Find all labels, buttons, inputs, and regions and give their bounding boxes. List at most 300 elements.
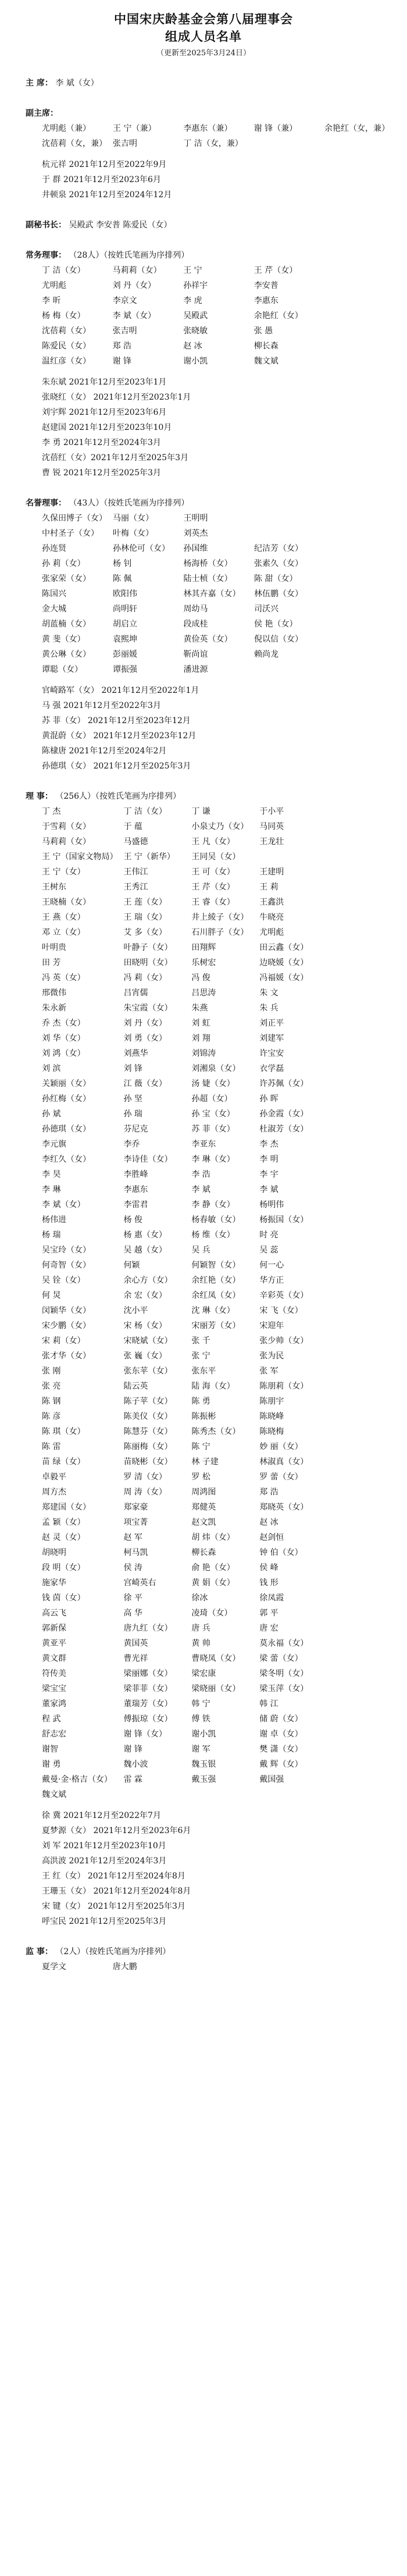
member-name: 宋 杨（女） xyxy=(123,1321,167,1330)
member-name xyxy=(327,1106,390,1122)
member-name: 李 斌 xyxy=(259,1185,279,1194)
member-name: 李 明 xyxy=(259,1155,279,1164)
member-name: 李 斌 xyxy=(191,1185,210,1194)
member-name xyxy=(259,849,322,864)
member-name xyxy=(325,632,390,647)
member-name: 牛晓亮 xyxy=(259,913,284,922)
member-name: 张少帅（女） xyxy=(259,1336,309,1346)
member-name: 谢智 xyxy=(42,1745,58,1754)
member-name xyxy=(327,1485,390,1500)
tenure-line: 井顿泉 2021年12月至2024年12月 xyxy=(42,190,172,200)
member-name: 樊 潇（女） xyxy=(259,1745,303,1754)
member-name: 郑家豪 xyxy=(123,1503,148,1512)
honorary-section xyxy=(26,496,390,774)
member-name: 赵 灵（女） xyxy=(42,1533,85,1542)
member-name xyxy=(327,1470,390,1485)
member-name xyxy=(327,1379,390,1394)
member-name xyxy=(327,1757,390,1772)
member-name: 朱 文 xyxy=(259,988,279,998)
member-name: 邢微伟 xyxy=(42,988,66,998)
member-name: 陆云英 xyxy=(123,1382,148,1391)
member-name: 陆士桢（女） xyxy=(183,574,233,583)
member-name: 宋晓斌（女） xyxy=(123,1336,173,1346)
member-name: 朱宝霞（女） xyxy=(123,1004,173,1013)
member-name: 唐九红（女） xyxy=(123,1624,173,1633)
member-name: 杨 钊 xyxy=(113,559,132,568)
deputy-secretaries-names: 吴殿武 李安普 陈爱民（女） xyxy=(69,220,172,230)
member-name: 刘 翔 xyxy=(191,1034,210,1043)
member-name: 李乔 xyxy=(123,1140,140,1149)
member-name: 戴曼·金·格吉（女） xyxy=(42,1775,112,1784)
member-name: 孙连贤 xyxy=(42,544,66,553)
member-name xyxy=(324,339,390,354)
member-name: 马莉莉（女） xyxy=(112,266,162,275)
member-name: 黄文群 xyxy=(42,1654,66,1663)
member-name: 周鸿图 xyxy=(191,1488,216,1497)
member-name: 王 芹（女） xyxy=(254,266,298,275)
member-name xyxy=(327,1016,390,1031)
member-name: 谢 卓（女） xyxy=(259,1730,303,1739)
honorary-names xyxy=(42,511,390,677)
member-name: 符传美 xyxy=(42,1669,66,1678)
tenure-line: 徐 冀 2021年12月至2022年7月 xyxy=(42,1811,161,1820)
member-name: 李惠东 xyxy=(123,1185,148,1194)
member-name: 华方正 xyxy=(259,1276,284,1285)
member-name: 余红凤（女） xyxy=(191,1291,241,1300)
member-name: 程 武 xyxy=(42,1714,61,1724)
member-name xyxy=(327,1439,390,1454)
deputy-secretaries-section xyxy=(26,218,390,233)
member-name: 孙 瑞 xyxy=(123,1109,142,1119)
member-name: 李安普 xyxy=(254,281,279,290)
member-name xyxy=(327,955,390,970)
member-name: 张为民 xyxy=(259,1351,284,1361)
member-name: 刘 丹（女） xyxy=(112,281,156,290)
member-name: 李惠东（兼） xyxy=(183,124,233,133)
member-name: 刘正平 xyxy=(259,1019,284,1028)
member-name: 侯 峰 xyxy=(259,1563,279,1572)
member-name: 余艳红（女） xyxy=(254,311,303,321)
member-name: 张吉明 xyxy=(113,139,137,148)
member-name: 王 睿（女） xyxy=(191,898,235,907)
member-name: 董瑞芳（女） xyxy=(123,1699,173,1709)
standing-tenures xyxy=(42,375,390,481)
member-name: 储 蔚（女） xyxy=(259,1714,303,1724)
member-name: 尚明轩 xyxy=(113,604,137,614)
member-name: 余红艳（女） xyxy=(191,1276,241,1285)
tenure-line: 曹 锐 2021年12月至2025年3月 xyxy=(42,468,161,478)
member-name: 张 亮 xyxy=(42,1382,61,1391)
member-name: 何 炅 xyxy=(42,1291,61,1300)
member-name xyxy=(327,1318,390,1333)
directors-names xyxy=(42,804,390,1802)
member-name: 林 子建 xyxy=(191,1457,219,1467)
member-name: 宋 莉（女） xyxy=(42,1336,85,1346)
member-name: 陈 勇 xyxy=(191,1397,210,1406)
member-name: 赵文凯 xyxy=(191,1518,216,1527)
member-name: 陈 甜（女） xyxy=(254,574,298,583)
member-name xyxy=(327,804,390,819)
member-name: 谢 锋 xyxy=(112,357,132,366)
member-name xyxy=(327,1333,390,1349)
member-name: 王 宁（兼） xyxy=(113,124,156,133)
member-name: 邓 立（女） xyxy=(42,928,85,937)
tenure-line: 刘 军 2021年12月至2023年10月 xyxy=(42,1841,166,1851)
member-name: 李 静（女） xyxy=(191,1200,235,1209)
member-name: 赵 军 xyxy=(123,1533,142,1542)
member-name: 王秀江 xyxy=(123,883,148,892)
member-name: 陈晓峰 xyxy=(259,1412,284,1421)
member-name: 罗 蕾（女） xyxy=(259,1472,303,1482)
member-name: 吕宵儒 xyxy=(123,988,148,998)
tenure-line: 于 群 2021年12月至2023年6月 xyxy=(42,175,161,184)
member-name: 黄国英 xyxy=(123,1639,148,1648)
member-name xyxy=(325,511,390,526)
member-name xyxy=(327,1091,390,1106)
update-note: （更新至2025年3月24日） xyxy=(156,49,251,58)
member-name xyxy=(324,308,390,323)
member-name: 胡晓明 xyxy=(42,1548,66,1557)
member-name xyxy=(327,834,390,849)
member-name: 杨春敏（女） xyxy=(191,1215,241,1225)
member-name xyxy=(327,1288,390,1303)
member-name: 戴国强 xyxy=(259,1775,284,1784)
tenure-line: 宋 键（女） 2021年12月至2025年3月 xyxy=(42,1902,185,1911)
member-name: 曹晓凤（女） xyxy=(191,1654,241,1663)
supervisors-section xyxy=(26,1944,390,1974)
member-name: 王同吴（女） xyxy=(191,852,241,862)
member-name: 李 宇 xyxy=(259,1170,279,1179)
member-name: 王明明 xyxy=(183,514,208,523)
member-name: 王 凡（女） xyxy=(191,837,235,846)
member-name: 徐冰 xyxy=(191,1593,208,1603)
vice-chairs-section xyxy=(26,106,390,202)
member-name xyxy=(327,895,390,910)
vice-chairs-tenures xyxy=(42,157,390,202)
directors-section xyxy=(26,789,390,1929)
member-name: 胡蓝楠（女） xyxy=(42,620,91,629)
member-name: 柯马凯 xyxy=(123,1548,148,1557)
member-name: 王 可（女） xyxy=(191,867,235,877)
member-name xyxy=(327,910,390,925)
member-name: 马盛德 xyxy=(123,837,148,846)
member-name: 宋丽芳（女） xyxy=(191,1321,241,1330)
member-name xyxy=(327,1303,390,1318)
member-name: 杨 惠（女） xyxy=(123,1230,167,1240)
member-name xyxy=(327,1167,390,1182)
member-name: 王伟江 xyxy=(123,867,148,877)
member-name: 苏 菲（女） xyxy=(191,1125,235,1134)
member-name: 时 亮 xyxy=(259,1230,279,1240)
member-name: 吴宝玲（女） xyxy=(42,1246,91,1255)
member-name: 张晓敏 xyxy=(183,326,208,336)
member-name: 杨 俊 xyxy=(123,1215,142,1225)
member-name: 孙林伦可（女） xyxy=(113,544,170,553)
honorary-note: （43人）（按姓氏笔画为序排列） xyxy=(69,499,190,508)
member-name: 郑晓英（女） xyxy=(259,1503,309,1512)
member-name: 张吉明 xyxy=(112,326,137,336)
member-name: 徐凤霞 xyxy=(259,1593,284,1603)
member-name xyxy=(327,1696,390,1712)
member-name: 李 浩 xyxy=(191,1170,210,1179)
member-name: 刘 滨 xyxy=(42,1064,61,1073)
member-name: 欧阳伟 xyxy=(113,589,137,599)
member-name: 陈子苹（女） xyxy=(123,1397,173,1406)
member-name: 唐 兵 xyxy=(191,1624,210,1633)
member-name: 黄亚平 xyxy=(42,1639,66,1648)
member-name: 曹光祥 xyxy=(123,1654,148,1663)
member-name: 马同英 xyxy=(259,822,284,831)
member-name: 梁丽娜（女） xyxy=(123,1669,173,1678)
member-name xyxy=(327,1621,390,1636)
member-name xyxy=(324,323,390,339)
chair-label: 主 席： xyxy=(26,79,53,88)
member-name: 妙 丽（女） xyxy=(259,1442,303,1451)
member-name: 黄 帅 xyxy=(191,1639,210,1648)
member-name: 潘进源 xyxy=(183,665,208,674)
member-name: 陈秀杰（女） xyxy=(191,1427,241,1436)
member-name: 马莉莉（女） xyxy=(42,837,91,846)
member-name: 刘 锋 xyxy=(123,1064,142,1073)
member-name: 刘 虹 xyxy=(191,1019,210,1028)
member-name xyxy=(327,1712,390,1727)
member-name: 张家荣（女） xyxy=(42,574,91,583)
member-name: 陈国兴 xyxy=(42,589,66,599)
member-name: 谢小凯 xyxy=(183,357,208,366)
member-name: 魏小波 xyxy=(123,1760,148,1769)
standing-note: （28人）（按姓氏笔画为序排列） xyxy=(69,251,190,260)
member-name xyxy=(327,1182,390,1197)
member-name xyxy=(325,602,390,617)
member-name: 俞 艳（女） xyxy=(191,1563,235,1572)
member-name: 纪洁芳（女） xyxy=(254,544,303,553)
member-name: 余心方（女） xyxy=(123,1276,173,1285)
member-name: 谢 勇 xyxy=(42,1760,61,1769)
member-name: 张 刚 xyxy=(42,1367,61,1376)
member-name: 张东苹（女） xyxy=(123,1367,173,1376)
member-name xyxy=(327,1212,390,1227)
member-name: 钱 形 xyxy=(259,1578,279,1588)
member-name: 沈蓓莉（女，兼） xyxy=(42,139,107,148)
member-name: 张 千 xyxy=(191,1336,210,1346)
supervisors-label: 监 事： xyxy=(26,1947,53,1956)
member-name xyxy=(254,662,319,677)
member-name xyxy=(327,1636,390,1651)
member-name: 孟 颖（女） xyxy=(42,1518,85,1527)
member-name: 周 涛（女） xyxy=(123,1488,167,1497)
member-name: 吴 铨（女） xyxy=(42,1276,85,1285)
member-name: 徐 平 xyxy=(123,1593,142,1603)
standing-names xyxy=(42,263,390,369)
member-name xyxy=(327,864,390,880)
member-name: 吴 兵 xyxy=(191,1246,210,1255)
member-name xyxy=(327,1575,390,1591)
member-name xyxy=(123,1787,185,1802)
member-name: 中村圣子（女） xyxy=(42,529,99,538)
member-name xyxy=(254,526,319,541)
member-name: 刘燕华 xyxy=(123,1049,148,1058)
tenure-line: 黄混蔚（女） 2021年12月至2023年12月 xyxy=(42,731,197,741)
member-name: 梁宝宝 xyxy=(42,1684,66,1693)
member-name: 王 宁 xyxy=(183,266,202,275)
member-name: 艾 多（女） xyxy=(123,928,167,937)
member-name: 叶明贵 xyxy=(42,943,66,952)
member-name: 王 宁（新华） xyxy=(123,852,175,862)
roster-content xyxy=(0,76,407,1974)
member-name xyxy=(327,1258,390,1273)
tenure-line: 官崎路军（女） 2021年12月至2022年1月 xyxy=(42,686,199,695)
member-name: 张素久（女） xyxy=(254,559,303,568)
member-name: 衣学磊 xyxy=(259,1064,284,1073)
member-name: 黄 斐（女） xyxy=(42,635,85,644)
member-name xyxy=(327,925,390,940)
member-name: 温红彦（女） xyxy=(42,357,91,366)
tenure-line: 朱东斌 2021年12月至2023年1月 xyxy=(42,378,167,387)
member-name: 梁晓丽（女） xyxy=(191,1684,241,1693)
standing-label: 常务理事： xyxy=(26,251,66,260)
member-name: 孙超（女） xyxy=(191,1094,233,1104)
member-name: 李诗佳（女） xyxy=(123,1155,173,1164)
member-name xyxy=(327,880,390,895)
vice-chairs-label: 副主席： xyxy=(26,109,58,118)
member-name xyxy=(327,1349,390,1364)
member-name: 陈爱民（女） xyxy=(42,341,91,351)
member-name: 赵 冰 xyxy=(259,1518,279,1527)
member-name: 李红久（女） xyxy=(42,1155,91,1164)
member-name: 韩 江 xyxy=(259,1699,279,1709)
member-name: 梁冬明（女） xyxy=(259,1669,309,1678)
member-name xyxy=(327,1787,390,1802)
member-name: 孙德琪（女） xyxy=(42,1125,91,1134)
member-name: 刘 华（女） xyxy=(42,1034,85,1043)
member-name: 何颖智（女） xyxy=(191,1261,241,1270)
member-name: 许宝安 xyxy=(259,1049,284,1058)
member-name: 谭振强 xyxy=(113,665,137,674)
member-name: 朱 兵 xyxy=(259,1004,279,1013)
member-name: 尤明彪 xyxy=(259,928,284,937)
member-name: 马丽（女） xyxy=(113,514,153,523)
member-name: 陈 琪（女） xyxy=(42,1427,85,1436)
member-name xyxy=(327,1243,390,1258)
member-name: 何一心 xyxy=(259,1261,284,1270)
member-name: 芬尼克 xyxy=(123,1125,148,1134)
member-name: 刘湘泉（女） xyxy=(191,1064,241,1073)
member-name: 于小平 xyxy=(259,807,284,816)
member-name: 陈朋莉（女） xyxy=(259,1382,309,1391)
member-name xyxy=(327,1031,390,1046)
supervisors-names xyxy=(42,1959,390,1974)
member-name: 黄俭英（女） xyxy=(183,635,233,644)
chair-section xyxy=(26,76,390,91)
member-name: 陈 宁 xyxy=(191,1442,210,1451)
document-header xyxy=(0,0,407,61)
member-name xyxy=(327,1046,390,1061)
member-name: 汤 婕（女） xyxy=(191,1079,235,1088)
tenure-line: 呼宝民 2021年12月至2025年3月 xyxy=(42,1917,167,1926)
member-name: 李京文 xyxy=(112,296,137,305)
member-name: 谢 锋 xyxy=(123,1745,142,1754)
tenure-line: 苏 菲（女） 2021年12月至2023年12月 xyxy=(42,716,191,725)
page-subtitle: 组成人员名单 xyxy=(165,29,242,44)
member-name: 梁宏康 xyxy=(191,1669,216,1678)
member-name: 魏文斌 xyxy=(42,1790,66,1799)
member-name: 王 宁（国家文物局） xyxy=(42,852,118,862)
member-name: 袁熙坤 xyxy=(113,635,137,644)
member-name: 魏玉银 xyxy=(191,1760,216,1769)
member-name: 李惠东 xyxy=(254,296,279,305)
member-name: 冯 俊 xyxy=(191,973,210,983)
member-name xyxy=(327,1394,390,1409)
member-name: 王 燕（女） xyxy=(42,913,85,922)
member-name: 舒志宏 xyxy=(42,1730,66,1739)
member-name: 魏文斌 xyxy=(254,357,279,366)
member-name: 刘 丹（女） xyxy=(123,1019,167,1028)
member-name: 梁 蕾（女） xyxy=(259,1654,303,1663)
member-name: 张东平 xyxy=(191,1367,216,1376)
member-name xyxy=(254,511,319,526)
member-name: 于 蕴 xyxy=(123,822,142,831)
member-name: 陈 佩 xyxy=(113,574,132,583)
tenure-line: 张晓红（女） 2021年12月至2023年1月 xyxy=(42,393,191,402)
member-name: 杨伟进 xyxy=(42,1215,66,1225)
member-name xyxy=(327,940,390,955)
member-name: 夏学文 xyxy=(42,1962,66,1972)
member-name: 于雪莉（女） xyxy=(42,822,91,831)
member-name: 李 琳 xyxy=(42,1185,61,1194)
member-name: 孙 斌 xyxy=(42,1109,61,1119)
member-name: 杨振国（女） xyxy=(259,1215,309,1225)
member-name: 吴 越（女） xyxy=(123,1246,167,1255)
member-name: 江 薇（女） xyxy=(123,1079,167,1088)
member-name: 杨海桥（女） xyxy=(183,559,233,568)
member-name xyxy=(325,556,390,571)
member-name: 金大城 xyxy=(42,604,66,614)
member-name: 辛彩英（女） xyxy=(259,1291,309,1300)
member-name: 苗晓彬（女） xyxy=(123,1457,173,1467)
member-name: 田云鑫（女） xyxy=(259,943,309,952)
member-name: 冯 莉（女） xyxy=(123,973,167,983)
member-name: 谢 锋（女） xyxy=(123,1730,167,1739)
member-name: 侯 涛 xyxy=(123,1563,142,1572)
member-name: 小泉丈乃（女） xyxy=(191,822,249,831)
member-name xyxy=(327,1424,390,1439)
member-name: 高 华 xyxy=(123,1609,142,1618)
member-name: 傅 铁 xyxy=(191,1714,210,1724)
member-name: 谭聪（女） xyxy=(42,665,83,674)
member-name: 边晓媛（女） xyxy=(259,958,309,967)
member-name: 乔 杰（女） xyxy=(42,1019,85,1028)
member-name xyxy=(327,1545,390,1560)
member-name: 孙金霞（女） xyxy=(259,1109,309,1119)
tenure-line: 王珊玉（女） 2021年12月至2024年8月 xyxy=(42,1887,191,1896)
member-name: 朱燕 xyxy=(191,1004,208,1013)
member-name: 卓毅平 xyxy=(42,1472,66,1482)
directors-label: 理 事： xyxy=(26,792,53,801)
member-name: 丁 洁（女，兼） xyxy=(183,139,243,148)
member-name: 吴 蕊 xyxy=(259,1246,279,1255)
member-name xyxy=(325,526,390,541)
member-name: 胡 炜（女） xyxy=(191,1533,235,1542)
member-name: 罗 松 xyxy=(191,1472,210,1482)
member-name: 刘锦涛 xyxy=(191,1049,216,1058)
member-name: 陈振彬 xyxy=(191,1412,216,1421)
member-name: 施家华 xyxy=(42,1578,66,1588)
member-name: 刘英杰 xyxy=(183,529,208,538)
member-name: 朱永新 xyxy=(42,1004,66,1013)
member-name: 张才华（女） xyxy=(42,1351,91,1361)
supervisors-note: （2人）（按姓氏笔画为序排列） xyxy=(55,1947,171,1956)
member-name: 余艳红（女，兼） xyxy=(324,124,390,133)
